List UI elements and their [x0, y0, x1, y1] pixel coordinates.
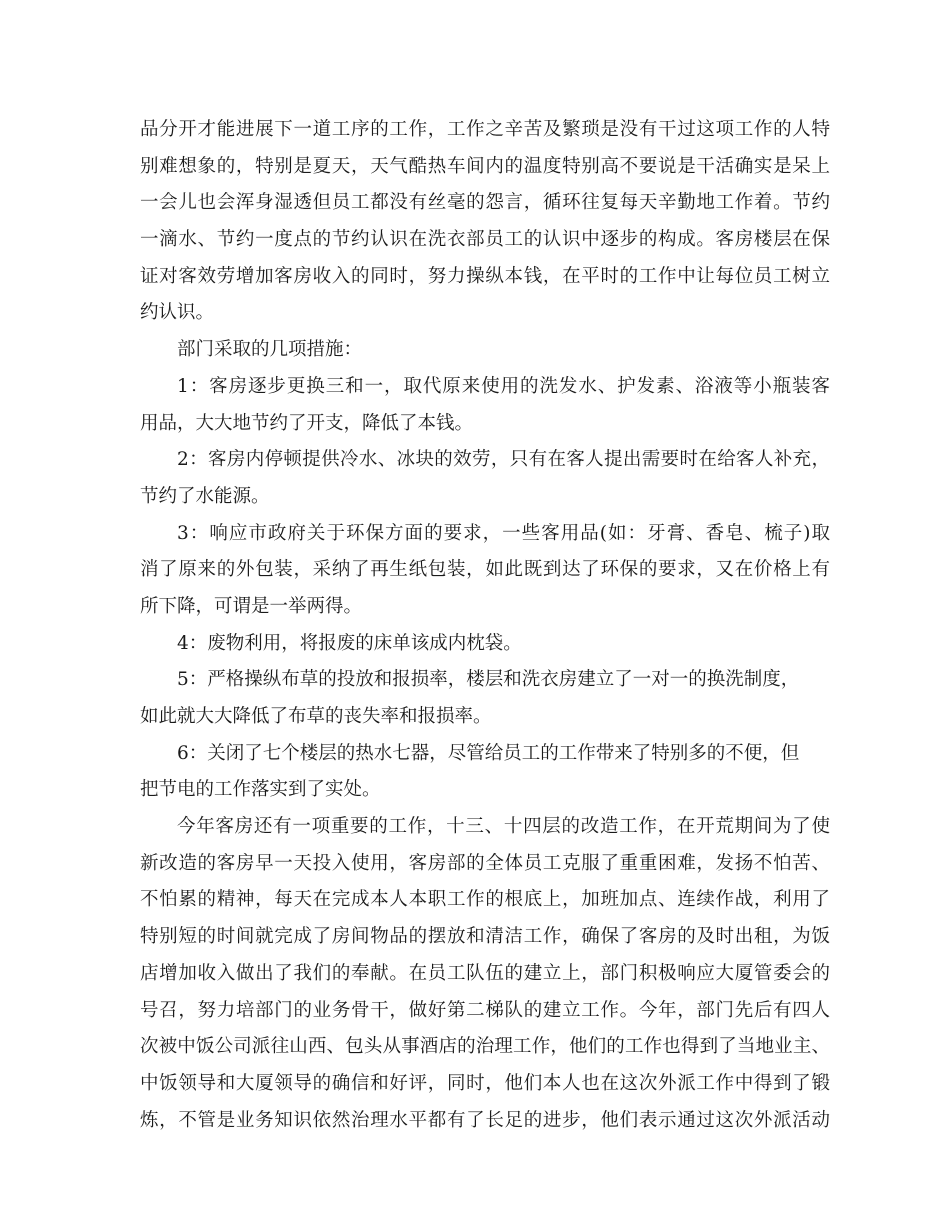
text-line: 今年客房还有一项重要的工作，十三、十四层的改造工作，在开荒期间为了使 [177, 816, 830, 838]
document-body-text [140, 112, 830, 1139]
text-line: 新改造的客房早一天投入使用，客房部的全体员工克服了重重困难，发扬不怕苦、 [140, 852, 830, 874]
text-line: 4：废物利用，将报废的床单该成内枕袋。 [177, 632, 522, 654]
text-line: 6：关闭了七个楼层的热水七器，尽管给员工的工作带来了特别多的不便，但 [177, 742, 800, 764]
text-line: 3：响应市政府关于环保方面的要求，一些客用品(如：牙膏、香皂、梳子)取 [177, 522, 830, 544]
text-line: 次被中饭公司派往山西、包头从事酒店的治理工作，他们的工作也得到了当地业主、 [140, 1036, 830, 1058]
text-line: 不怕累的精神，每天在完成本人本职工作的根底上，加班加点、连续作战，利用了 [140, 889, 830, 911]
text-line: 号召，努力培部门的业务骨干，做好第二梯队的建立工作。今年，部门先后有四人 [140, 999, 830, 1021]
text-line: 5：严格操纵布草的投放和报损率，楼层和洗衣房建立了一对一的换洗制度， [177, 669, 800, 691]
text-line: 证对客效劳增加客房收入的同时，努力操纵本钱，在平时的工作中让每位员工树立 [140, 265, 830, 287]
text-line: 节约了水能源。 [140, 485, 270, 507]
text-line: 中饭领导和大厦领导的确信和好评，同时，他们本人也在这次外派工作中得到了锻 [140, 1072, 830, 1094]
text-line: 一会儿也会浑身湿透但员工都没有丝毫的怨言，循环往复每天辛勤地工作着。节约 [140, 192, 830, 214]
text-line: 特别短的时间就完成了房间物品的摆放和清洁工作，确保了客房的及时出租，为饭 [140, 926, 830, 948]
text-line: 2：客房内停顿提供冷水、冰块的效劳，只有在客人提出需要时在给客人补充， [177, 449, 830, 471]
text-line: 约认识。 [140, 302, 215, 324]
text-line: 用品，大大地节约了开支，降低了本钱。 [140, 412, 474, 434]
text-line: 消了原来的外包装，采纳了再生纸包装，如此既到达了环保的要求，又在价格上有 [140, 559, 830, 581]
text-line: 如此就大大降低了布草的丧失率和报损率。 [140, 706, 492, 727]
text-line: 店增加收入做出了我们的奉献。在员工队伍的建立上，部门积极响应大厦管委会的 [140, 962, 830, 984]
text-line: 把节电的工作落实到了实处。 [140, 779, 381, 801]
text-line: 别难想象的，特别是夏天，天气酷热车间内的温度特别高不要说是干活确实是呆上 [140, 155, 830, 177]
text-line: 品分开才能进展下一道工序的工作，工作之辛苦及繁琐是没有干过这项工作的人特 [140, 119, 830, 140]
text-line: 炼，不管是业务知识依然治理水平都有了长足的进步，他们表示通过这次外派活动 [140, 1109, 830, 1131]
text-line: 一滴水、节约一度点的节约认识在洗衣部员工的认识中逐步的构成。客房楼层在保 [140, 229, 830, 251]
text-line: 1：客房逐步更换三和一，取代原来使用的洗发水、护发素、浴液等小瓶装客 [177, 375, 830, 397]
text-line: 所下降，可谓是一举两得。 [140, 595, 363, 617]
text-line: 部门采取的几项措施： [177, 339, 363, 361]
